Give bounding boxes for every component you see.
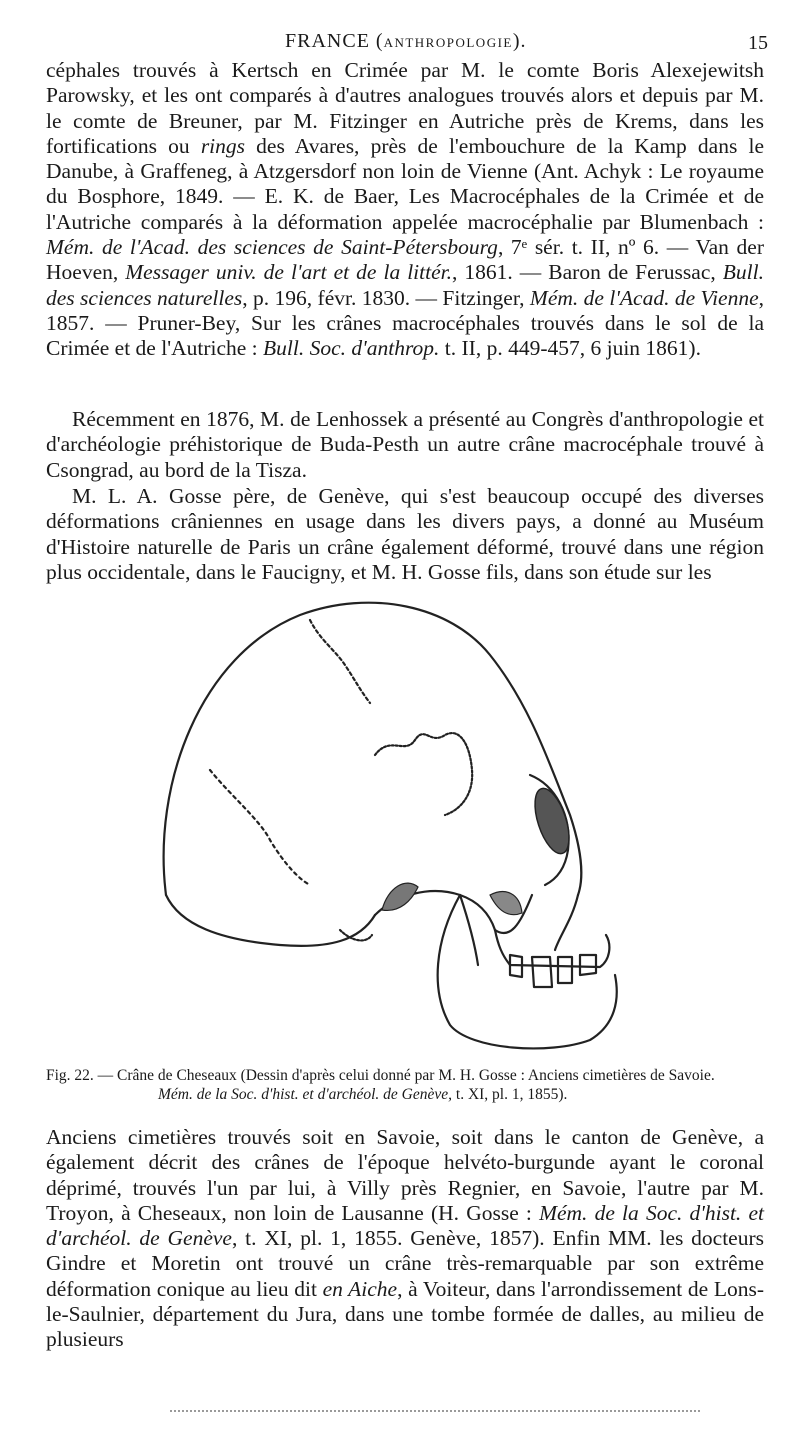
running-header bbox=[0, 30, 800, 60]
running-title: FRANCE (ANTHROPOLOGIE). bbox=[285, 30, 527, 52]
paragraph-anciens-cimetieres: Anciens cimetières trouvés soit en Savoie, soit dans le canton de Genève, a également décrit des crânes de l'époque helvéto-burgunde ayant le coronal déprimé, trouvés l'un par lui, à Villy près Regnier, en Savoie, l'autre par M. Troyon, à Cheseaux, non loin de Lausanne (H. Gosse : Mém. de la Soc. d'hist. et d'archéol. de Genève, t. XI, pl. 1, 1855. Genève, 1857). Enfin MM. les docteurs Gindre et Moretin ont trouvé un crâne très-remarquable par son extrême déformation conique au lieu dit en Aiche, à Voiteur, dans l'arrondissement de Lons-le-Saulnier, département du Jura, dans une tombe formée de dalles, au milieu de plusieurs bbox=[46, 1125, 765, 1352]
paragraph-gosse: M. L. A. Gosse père, de Genève, qui s'est beaucoup occupé des diverses déformations crâniennes en usage dans les divers pays, a donné au Muséum d'Histoire naturelle de Paris un crâne également déformé, trouvé dans une région plus occidentale, dans le Faucigny, et M. H. Gosse fils, dans son étude sur les bbox=[46, 484, 764, 584]
footer-rule bbox=[170, 1410, 700, 1412]
figure-caption bbox=[46, 1066, 764, 1104]
caption-line-2: Mém. de la Soc. d'hist. et d'archéol. de Genève, t. XI, pl. 1, 1855). bbox=[158, 1086, 568, 1103]
caption-line-1: Fig. 22. — Crâne de Cheseaux (Dessin d'après celui donné par M. H. Gosse : Anciens cimetières de Savoie. bbox=[46, 1067, 715, 1084]
paragraph-lenhossek: Récemment en 1876, M. de Lenhossek a présenté au Congrès d'anthropologie et d'archéologie préhistorique de Buda-Pesth un autre crâne macrocéphale trouvé à Csongrad, au bord de la Tisza. bbox=[46, 407, 764, 482]
page-number: 15 bbox=[748, 32, 768, 54]
paragraph-bibliography: céphales trouvés à Kertsch en Crimée par M. le comte Boris Alexejewitsh Parowsky, et les ont comparés à d'autres analogues trouvés alors et depuis par M. le comte de Breuner, par M. Fitzinger en Autriche près de Krems, dans les fortifications ou rings des Avares, près de l'embouchure de la Kamp dans le Danube, à Graffeneg, à Atzgersdorf non loin de Vienne (Ant. Achyk : Le royaume du Bosphore, 1849. — E. K. de Baer, Les Macrocéphales de la Crimée et de l'Autriche comparés à la déformation appelée macrocéphalie par Blumenbach : Mém. de l'Acad. des sciences de Saint-Pétersbourg, 7ᵉ sér. t. II, nº 6. — Van der Hoeven, Messager univ. de l'art et de la littér., 1861. — Baron de Ferussac, Bull. des sciences naturelles, p. 196, févr. 1830. — Fitzinger, Mém. de l'Acad. de Vienne, 1857. — Pruner-Bey, Sur les crânes macrocéphales trouvés dans le sol de la Crimée et de l'Autriche : Bull. Soc. d'anthrop. t. II, p. 449-457, 6 juin 1861). bbox=[46, 58, 765, 361]
skull-illustration bbox=[160, 595, 640, 1065]
